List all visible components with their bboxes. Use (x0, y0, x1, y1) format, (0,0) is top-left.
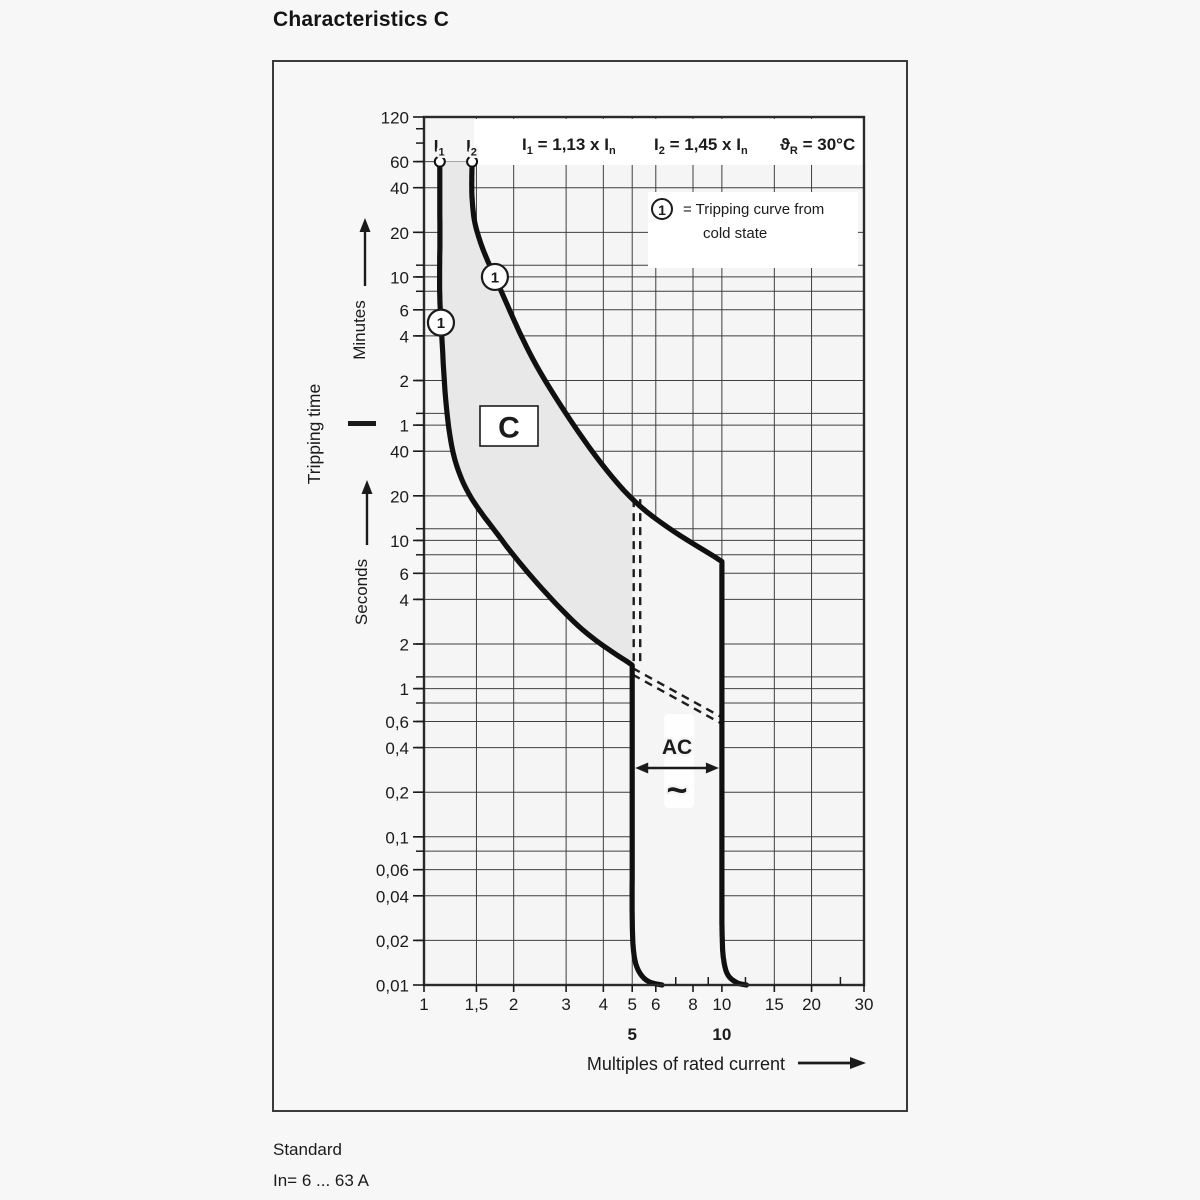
trip-range-label: 5 (627, 1025, 637, 1044)
y-tick-label: 10 (390, 268, 409, 288)
x-tick-label: 4 (598, 995, 609, 1014)
x-tick-label: 3 (561, 995, 571, 1014)
seconds-label: Seconds (352, 558, 371, 626)
tripping-curve-chart (274, 62, 906, 1110)
y-tick-label: 0,01 (375, 976, 409, 996)
x-tick-label: 8 (688, 995, 698, 1014)
y-tick-label: 0,2 (385, 783, 409, 803)
minutes-label: Minutes (350, 300, 369, 360)
x-tick-label: 6 (651, 995, 661, 1014)
y-tick-label: 0,1 (385, 828, 409, 848)
y-tick-label: 20 (390, 223, 409, 243)
curve-start-label-1: $I_1$ (433, 136, 445, 159)
y-tick-label: 6 (399, 564, 409, 584)
y-tick-label: 2 (399, 635, 409, 655)
y-tick-label: 4 (399, 327, 409, 347)
trip-range-label: 10 (712, 1025, 732, 1044)
curve-class-label: C (498, 411, 520, 445)
y-tick-label: 2 (399, 372, 409, 392)
y-tick-label: 6 (399, 301, 409, 321)
y-tick-label: 1 (399, 680, 409, 700)
seconds-arrow-head (362, 480, 373, 494)
y-tick-label: 120 (380, 108, 409, 128)
ac-label: AC (661, 736, 693, 759)
y-tick-label: 4 (399, 590, 409, 610)
cold-state-marker-number: 1 (490, 269, 500, 287)
formula-text-1: $I_2 = 1,45$ x $I_n$ (654, 135, 748, 157)
y-tick-label: 0,06 (375, 861, 409, 881)
minutes-arrow-head (360, 218, 371, 232)
legend-line-1: = Tripping curve from (683, 201, 825, 218)
chart-footnote (273, 1134, 369, 1196)
x-tick-label: 1,5 (464, 995, 489, 1014)
y-tick-label: 40 (390, 442, 409, 462)
y-tick-label: 10 (390, 531, 409, 551)
y-tick-label: 0,6 (385, 712, 409, 732)
formula-text-2: $ϑ_R = 30^\circ C$ (780, 135, 856, 157)
x-tick-label: 20 (802, 995, 822, 1014)
y-tick-label: 40 (390, 179, 409, 199)
x-axis-arrow-head (850, 1057, 866, 1069)
formula-text-0: $I_1 = 1,13$ x $I_n$ (522, 135, 616, 157)
y-tick-label: 20 (390, 487, 409, 507)
footnote-rated-current: In= 6 ... 63 A (273, 1171, 369, 1190)
cold-state-marker-number: 1 (436, 315, 446, 333)
x-axis-title: Multiples of rated current (586, 1054, 785, 1074)
y-tick-label: 60 (390, 153, 409, 173)
curve-start-label-2: $I_2$ (466, 136, 477, 159)
y-axis-title: Tripping time (304, 383, 324, 485)
x-tick-label: 15 (764, 995, 784, 1014)
legend-marker-number: 1 (658, 202, 666, 218)
x-tick-label: 2 (508, 995, 519, 1014)
scale-separator (348, 421, 376, 426)
y-tick-label: 0,4 (385, 739, 409, 759)
footnote-standard: Standard (273, 1140, 342, 1159)
x-tick-label: 5 (627, 995, 637, 1014)
x-tick-label: 10 (712, 995, 732, 1014)
chart-container (272, 60, 908, 1112)
x-tick-label: 1 (419, 995, 429, 1014)
ac-wave-label: ~ (666, 769, 688, 810)
y-tick-label: 0,02 (375, 931, 409, 951)
legend-line-2: cold state (703, 225, 768, 242)
page-title: Characteristics C (273, 8, 450, 31)
y-tick-label: 1 (399, 416, 409, 436)
x-tick-label: 30 (854, 995, 874, 1014)
y-tick-label: 0,04 (375, 887, 409, 907)
